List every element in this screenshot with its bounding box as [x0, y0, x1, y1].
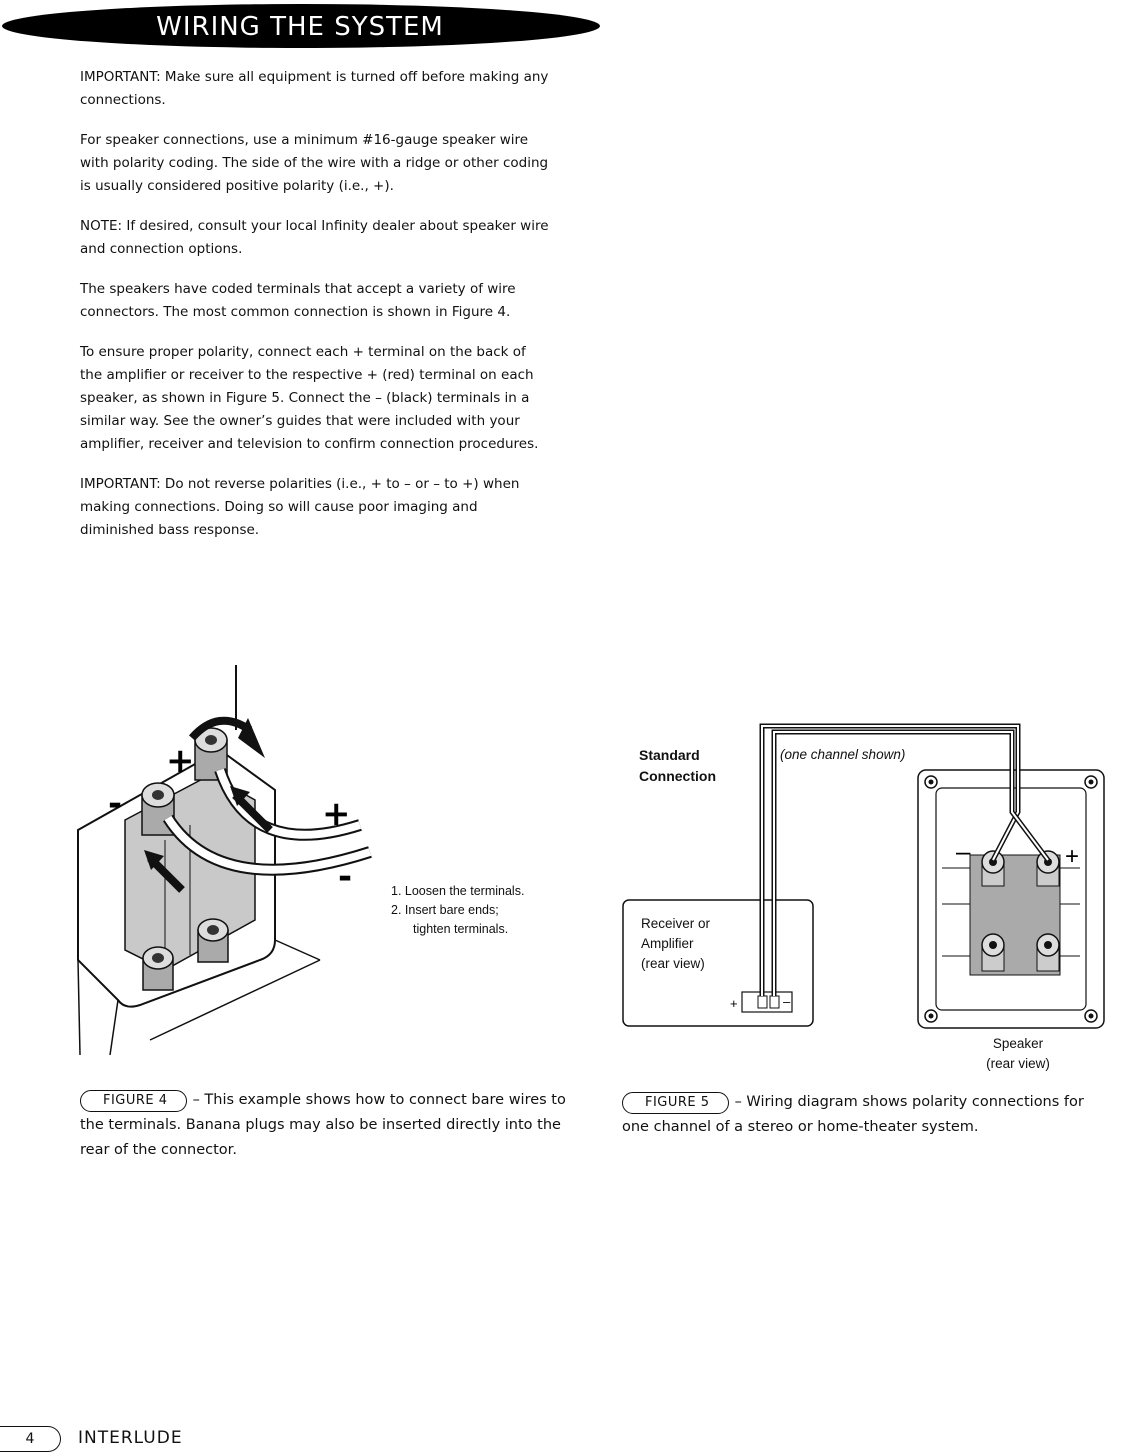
paragraph-wire-gauge: For speaker connections, use a minimum #16-gauge speaker wire with polarity coding. The side of the wire with a ridge or other coding is usually considered positive polarity (i.e., +).	[80, 132, 549, 194]
caption-text: – This example shows how to connect bare wires to the terminals. Banana plugs may also be inserted directly into the rear of the connector.	[80, 1092, 566, 1158]
minus-symbol: -	[108, 784, 123, 824]
step-item: 1. Loosen the terminals.	[391, 884, 525, 898]
speaker-label: Speaker (rear view)	[986, 1036, 1050, 1071]
plus-symbol: +	[166, 741, 195, 781]
paragraph-terminals: The speakers have coded terminals that accept a variety of wire connectors. The most common connection is shown in Figure 4.	[80, 281, 516, 320]
page-number: 4	[0, 1426, 61, 1452]
speaker-plus-label: +	[1065, 843, 1080, 870]
caption-text: – Wiring diagram shows polarity connections for one channel of a stereo or home-theater system.	[622, 1094, 1084, 1135]
paragraph-polarity: To ensure proper polarity, connect each + terminal on the back of the amplifier or receiver to the respective + (red) terminal on each speaker, as shown in Figure 5. Connect the – (black) terminals in a similar way. See the owner’s guides that were included with your amplifier, receiver and television to confirm connection procedures.	[80, 344, 539, 452]
binding-post-bottom-positive	[198, 919, 228, 962]
paragraph-note: NOTE: If desired, consult your local Infinity dealer about speaker wire and connection options.	[80, 218, 549, 257]
instructions-text	[80, 66, 550, 559]
step-item: 2. Insert bare ends;	[391, 903, 499, 917]
figure-label: FIGURE 5	[622, 1092, 729, 1114]
standard-connection-label: Standard Connection	[639, 747, 716, 784]
paragraph-important: IMPORTANT: Make sure all equipment is turned off before making any connections.	[80, 69, 549, 108]
step-item: tighten terminals.	[413, 922, 509, 936]
plus-symbol: +	[322, 794, 351, 834]
receiver-plus-label: +	[730, 996, 738, 1011]
channel-note: (one channel shown)	[780, 747, 906, 762]
speaker-minus-label: –	[956, 836, 971, 866]
receiver-label: Receiver or Amplifier (rear view)	[641, 916, 711, 971]
figure4-steps	[391, 882, 524, 939]
binding-post-bottom-negative	[143, 947, 173, 990]
minus-symbol: -	[338, 857, 353, 897]
product-name: INTERLUDE	[78, 1428, 183, 1448]
figure4-caption	[80, 1088, 575, 1163]
figure5-caption	[622, 1090, 1092, 1140]
page-title: WIRING THE SYSTEM	[156, 12, 444, 42]
receiver-minus-label: –	[783, 994, 791, 1009]
paragraph-warning: IMPORTANT: Do not reverse polarities (i.e., + to – or – to +) when making connections. Doing so will cause poor imaging and diminished bass response.	[80, 476, 520, 538]
figure4-illustration	[70, 660, 390, 1060]
figure-label: FIGURE 4	[80, 1090, 187, 1112]
